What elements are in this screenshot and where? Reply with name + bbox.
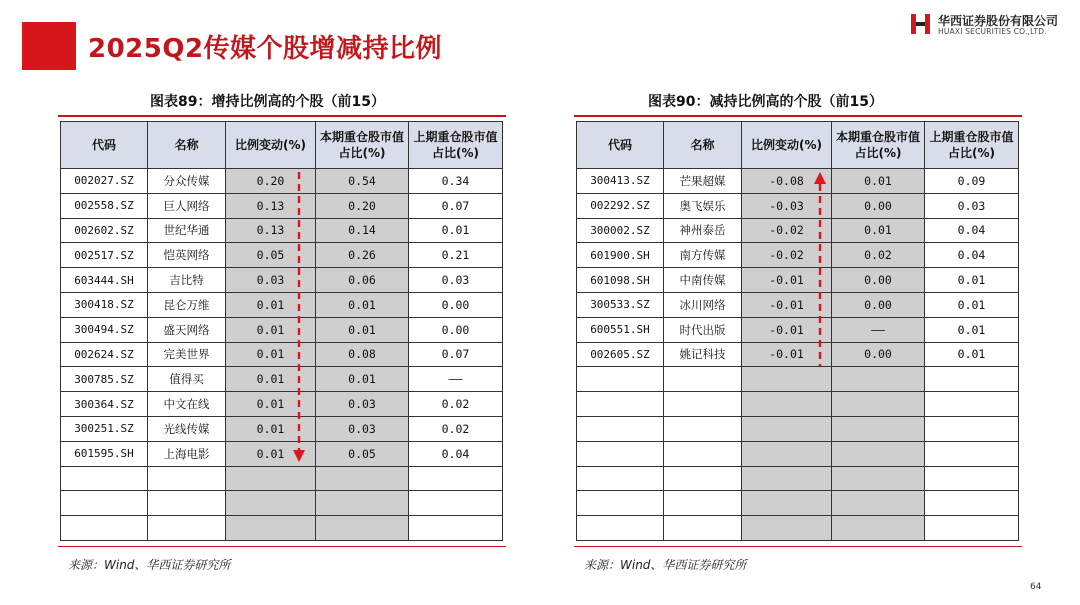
- cell-current-share: [832, 367, 925, 392]
- cell-current-share: [832, 416, 925, 441]
- cell-ratio-change: [226, 491, 316, 516]
- cell-previous-share: 0.01: [925, 292, 1019, 317]
- cell-current-share: [316, 516, 409, 541]
- cell-code: 601595.SH: [61, 441, 148, 466]
- table-row: [577, 441, 1019, 466]
- cell-current-share: 0.01: [832, 169, 925, 194]
- right-table-caption: 图表90：减持比例高的个股（前15）: [648, 94, 883, 110]
- cell-current-share: 0.05: [316, 441, 409, 466]
- left-source-note: 来源：Wind、华西证券研究所: [68, 558, 231, 572]
- header-current-share: 本期重仓股市值占比(%): [316, 122, 409, 169]
- header-current-share: 本期重仓股市值占比(%): [832, 122, 925, 169]
- cell-previous-share: 0.04: [409, 441, 503, 466]
- cell-previous-share: 0.04: [925, 218, 1019, 243]
- table-row: [577, 367, 1019, 392]
- cell-current-share: [316, 491, 409, 516]
- cell-name: [664, 367, 742, 392]
- cell-code: 300251.SZ: [61, 416, 148, 441]
- cell-code: [577, 367, 664, 392]
- cell-current-share: 0.02: [832, 243, 925, 268]
- cell-previous-share: [409, 491, 503, 516]
- cell-ratio-change: -0.01: [742, 268, 832, 293]
- table-row: [577, 218, 1019, 243]
- cell-name: 姚记科技: [664, 342, 742, 367]
- header-previous-share: 上期重仓股市值占比(%): [925, 122, 1019, 169]
- table-row: [61, 516, 503, 541]
- page-title: 2025Q2传媒个股增减持比例: [88, 34, 443, 64]
- header-name: 名称: [664, 122, 742, 169]
- cell-previous-share: 0.03: [925, 193, 1019, 218]
- cell-name: 芒果超媒: [664, 169, 742, 194]
- cell-previous-share: 0.01: [409, 218, 503, 243]
- cell-code: 002602.SZ: [61, 218, 148, 243]
- cell-current-share: 0.00: [832, 342, 925, 367]
- table-row: [577, 516, 1019, 541]
- down-trend-arrow-icon: [290, 170, 308, 465]
- cell-current-share: 0.20: [316, 193, 409, 218]
- brand-red-block: [22, 22, 76, 70]
- table-row: [577, 342, 1019, 367]
- table-row: [61, 218, 503, 243]
- table-row: [577, 466, 1019, 491]
- cell-code: 603444.SH: [61, 268, 148, 293]
- cell-previous-share: 0.00: [409, 292, 503, 317]
- cell-previous-share: [925, 491, 1019, 516]
- cell-name: [148, 466, 226, 491]
- up-trend-arrow-icon: [811, 170, 829, 368]
- table-row: [61, 392, 503, 417]
- table-row: [577, 193, 1019, 218]
- cell-name: 神州泰岳: [664, 218, 742, 243]
- header-ratio-change: 比例变动(%): [742, 122, 832, 169]
- cell-name: [664, 416, 742, 441]
- table-row: [61, 317, 503, 342]
- right-top-rule: [574, 115, 1022, 117]
- cell-ratio-change: -0.02: [742, 218, 832, 243]
- cell-current-share: [316, 466, 409, 491]
- cell-name: 冰川网络: [664, 292, 742, 317]
- cell-ratio-change: -0.02: [742, 243, 832, 268]
- cell-code: 300533.SZ: [577, 292, 664, 317]
- table-row: [61, 292, 503, 317]
- cell-ratio-change: 0.01: [226, 392, 316, 417]
- cell-previous-share: [925, 441, 1019, 466]
- cell-previous-share: [925, 516, 1019, 541]
- cell-previous-share: 0.21: [409, 243, 503, 268]
- cell-current-share: 0.08: [316, 342, 409, 367]
- page-number: 64: [1030, 582, 1042, 592]
- cell-ratio-change: -0.01: [742, 342, 832, 367]
- cell-current-share: 0.06: [316, 268, 409, 293]
- cell-current-share: 0.03: [316, 392, 409, 417]
- cell-previous-share: 0.03: [409, 268, 503, 293]
- cell-previous-share: ——: [409, 367, 503, 392]
- table-row: [577, 317, 1019, 342]
- cell-name: 南方传媒: [664, 243, 742, 268]
- increase-holdings-table: [60, 121, 503, 541]
- cell-current-share: 0.01: [832, 218, 925, 243]
- cell-previous-share: [925, 416, 1019, 441]
- cell-ratio-change: 0.01: [226, 292, 316, 317]
- decrease-holdings-table: [576, 121, 1019, 541]
- cell-current-share: [832, 441, 925, 466]
- right-source-note: 来源：Wind、华西证券研究所: [584, 558, 747, 572]
- table-row: [577, 243, 1019, 268]
- table-row: [577, 416, 1019, 441]
- cell-ratio-change: [742, 392, 832, 417]
- table-row: [61, 367, 503, 392]
- cell-ratio-change: -0.08: [742, 169, 832, 194]
- cell-name: 昆仑万维: [148, 292, 226, 317]
- cell-current-share: 0.03: [316, 416, 409, 441]
- cell-ratio-change: 0.03: [226, 268, 316, 293]
- cell-name: [664, 491, 742, 516]
- huaxi-logo-icon: [910, 12, 934, 36]
- cell-name: 盛天网络: [148, 317, 226, 342]
- cell-previous-share: 0.01: [925, 317, 1019, 342]
- cell-ratio-change: 0.01: [226, 342, 316, 367]
- cell-name: 奥飞娱乐: [664, 193, 742, 218]
- cell-code: 002624.SZ: [61, 342, 148, 367]
- cell-code: 002558.SZ: [61, 193, 148, 218]
- cell-name: [148, 491, 226, 516]
- cell-current-share: [832, 392, 925, 417]
- table-row: [577, 392, 1019, 417]
- table-row: [577, 491, 1019, 516]
- cell-ratio-change: [742, 416, 832, 441]
- cell-name: 恺英网络: [148, 243, 226, 268]
- cell-ratio-change: [226, 516, 316, 541]
- cell-code: [61, 466, 148, 491]
- cell-ratio-change: 0.01: [226, 416, 316, 441]
- right-bottom-rule: [574, 546, 1022, 547]
- cell-current-share: 0.01: [316, 292, 409, 317]
- cell-code: 002605.SZ: [577, 342, 664, 367]
- cell-current-share: 0.00: [832, 268, 925, 293]
- cell-previous-share: 0.00: [409, 317, 503, 342]
- cell-ratio-change: 0.13: [226, 218, 316, 243]
- cell-name: [664, 441, 742, 466]
- cell-code: [577, 491, 664, 516]
- cell-code: 002027.SZ: [61, 169, 148, 194]
- cell-name: 巨人网络: [148, 193, 226, 218]
- header-code: 代码: [61, 122, 148, 169]
- cell-code: [577, 516, 664, 541]
- cell-previous-share: 0.07: [409, 342, 503, 367]
- cell-name: [664, 466, 742, 491]
- cell-code: 002517.SZ: [61, 243, 148, 268]
- cell-name: 世纪华通: [148, 218, 226, 243]
- cell-current-share: 0.01: [316, 317, 409, 342]
- cell-previous-share: [409, 516, 503, 541]
- table-row: [577, 169, 1019, 194]
- table-row: [61, 441, 503, 466]
- left-table-caption: 图表89：增持比例高的个股（前15）: [150, 94, 385, 110]
- cell-previous-share: 0.34: [409, 169, 503, 194]
- cell-name: 完美世界: [148, 342, 226, 367]
- cell-ratio-change: [226, 466, 316, 491]
- cell-code: 600551.SH: [577, 317, 664, 342]
- header-name: 名称: [148, 122, 226, 169]
- table-row: [61, 466, 503, 491]
- cell-code: 601900.SH: [577, 243, 664, 268]
- table-row: [577, 292, 1019, 317]
- header-previous-share: 上期重仓股市值占比(%): [409, 122, 503, 169]
- cell-name: 分众传媒: [148, 169, 226, 194]
- cell-current-share: ——: [832, 317, 925, 342]
- cell-code: 300413.SZ: [577, 169, 664, 194]
- cell-ratio-change: [742, 491, 832, 516]
- cell-ratio-change: 0.20: [226, 169, 316, 194]
- table-row: [61, 243, 503, 268]
- table-row: [61, 416, 503, 441]
- cell-name: 中南传媒: [664, 268, 742, 293]
- left-top-rule: [58, 115, 506, 117]
- cell-ratio-change: -0.03: [742, 193, 832, 218]
- cell-current-share: 0.54: [316, 169, 409, 194]
- cell-ratio-change: -0.01: [742, 317, 832, 342]
- cell-ratio-change: 0.01: [226, 441, 316, 466]
- cell-previous-share: [925, 367, 1019, 392]
- cell-ratio-change: 0.01: [226, 317, 316, 342]
- cell-name: [148, 516, 226, 541]
- table-row: [61, 193, 503, 218]
- cell-previous-share: 0.07: [409, 193, 503, 218]
- cell-name: 值得买: [148, 367, 226, 392]
- cell-code: [577, 466, 664, 491]
- cell-code: 002292.SZ: [577, 193, 664, 218]
- cell-code: 300785.SZ: [61, 367, 148, 392]
- cell-previous-share: 0.02: [409, 392, 503, 417]
- cell-previous-share: 0.04: [925, 243, 1019, 268]
- cell-name: 时代出版: [664, 317, 742, 342]
- cell-code: 300364.SZ: [61, 392, 148, 417]
- cell-code: [61, 491, 148, 516]
- cell-code: 601098.SH: [577, 268, 664, 293]
- cell-code: [577, 416, 664, 441]
- table-row: [61, 342, 503, 367]
- cell-previous-share: 0.01: [925, 342, 1019, 367]
- header-ratio-change: 比例变动(%): [226, 122, 316, 169]
- company-logo: [910, 12, 1070, 40]
- cell-code: [577, 441, 664, 466]
- table-row: [61, 491, 503, 516]
- cell-ratio-change: [742, 441, 832, 466]
- cell-current-share: [832, 516, 925, 541]
- cell-current-share: 0.01: [316, 367, 409, 392]
- table-row: [61, 169, 503, 194]
- cell-previous-share: [925, 466, 1019, 491]
- cell-name: [664, 392, 742, 417]
- logo-en-text: HUAXI SECURITIES CO.,LTD.: [938, 27, 1047, 36]
- left-bottom-rule: [58, 546, 506, 547]
- cell-current-share: 0.26: [316, 243, 409, 268]
- table-row: [61, 268, 503, 293]
- cell-code: 300418.SZ: [61, 292, 148, 317]
- cell-ratio-change: [742, 516, 832, 541]
- cell-previous-share: 0.01: [925, 268, 1019, 293]
- cell-previous-share: [409, 466, 503, 491]
- cell-previous-share: 0.02: [409, 416, 503, 441]
- cell-name: 吉比特: [148, 268, 226, 293]
- cell-current-share: 0.14: [316, 218, 409, 243]
- cell-current-share: [832, 466, 925, 491]
- cell-current-share: 0.00: [832, 193, 925, 218]
- cell-code: [577, 392, 664, 417]
- cell-previous-share: 0.09: [925, 169, 1019, 194]
- table-row: [577, 268, 1019, 293]
- cell-ratio-change: 0.05: [226, 243, 316, 268]
- logo-cn-text: 华西证券股份有限公司: [938, 14, 1059, 28]
- cell-name: 光线传媒: [148, 416, 226, 441]
- cell-current-share: [832, 491, 925, 516]
- cell-name: 中文在线: [148, 392, 226, 417]
- cell-code: 300494.SZ: [61, 317, 148, 342]
- header-code: 代码: [577, 122, 664, 169]
- cell-ratio-change: -0.01: [742, 292, 832, 317]
- cell-name: [664, 516, 742, 541]
- cell-name: 上海电影: [148, 441, 226, 466]
- cell-ratio-change: 0.01: [226, 367, 316, 392]
- cell-ratio-change: 0.13: [226, 193, 316, 218]
- cell-current-share: 0.00: [832, 292, 925, 317]
- cell-code: [61, 516, 148, 541]
- cell-code: 300002.SZ: [577, 218, 664, 243]
- cell-ratio-change: [742, 367, 832, 392]
- cell-previous-share: [925, 392, 1019, 417]
- cell-ratio-change: [742, 466, 832, 491]
